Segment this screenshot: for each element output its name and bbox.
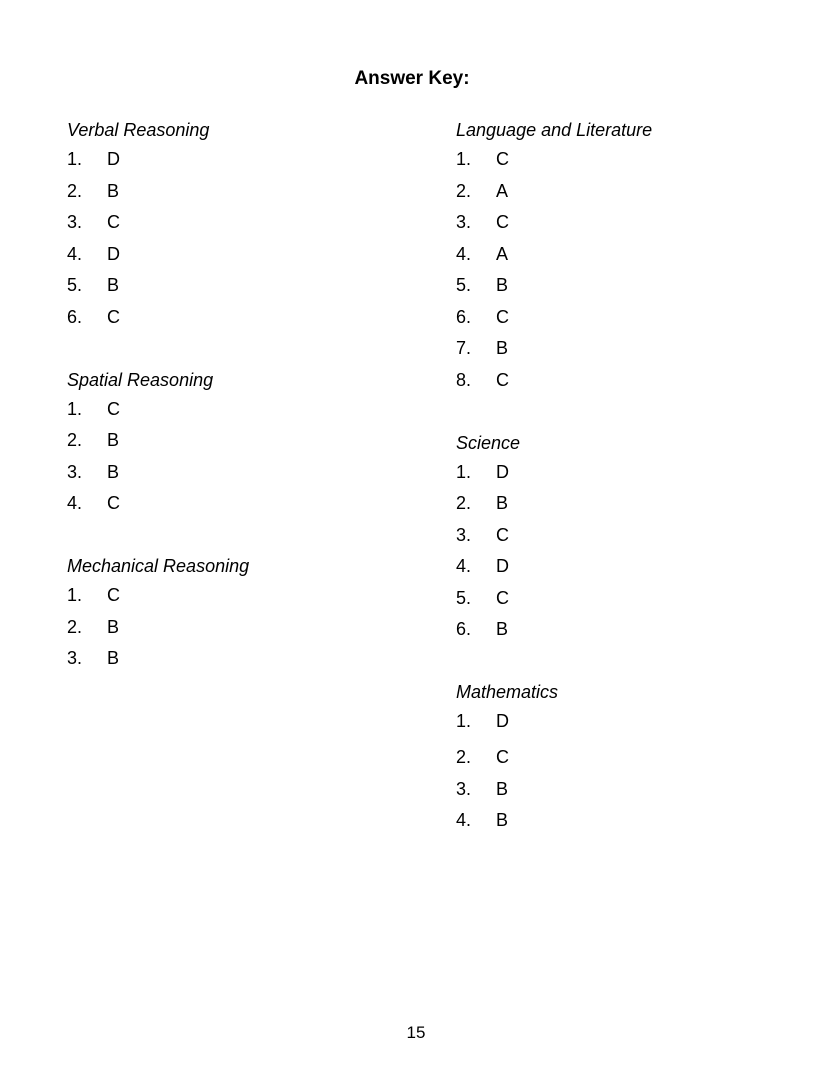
answer-row <box>456 208 652 240</box>
section-heading: Science <box>456 432 521 453</box>
answer-row <box>456 334 652 366</box>
question-number: 1. <box>67 149 83 169</box>
answer-row <box>67 303 249 335</box>
question-number: 1. <box>67 398 83 419</box>
answer-row <box>67 489 249 521</box>
answer-row <box>67 145 249 177</box>
question-number: 4. <box>456 810 472 830</box>
answer-letter: D <box>107 149 120 169</box>
answer-row <box>67 240 249 272</box>
question-number: 7. <box>456 338 472 358</box>
question-number: 3. <box>67 648 83 668</box>
answer-row <box>456 806 652 838</box>
section-science <box>456 429 652 647</box>
answer-row <box>67 271 249 303</box>
answer-letter: D <box>496 461 509 482</box>
question-number: 4. <box>456 243 472 264</box>
answer-letter: D <box>107 243 120 264</box>
question-number: 3. <box>67 461 83 482</box>
section-mathematics <box>456 678 652 838</box>
question-number: 2. <box>67 430 83 450</box>
answer-letter: B <box>107 648 120 668</box>
answer-row <box>67 177 249 209</box>
question-number: 5. <box>456 587 472 608</box>
left-column <box>67 116 249 676</box>
answer-row <box>456 707 652 743</box>
question-number: 3. <box>67 212 83 232</box>
answer-row <box>456 743 652 775</box>
section-spatial-reasoning <box>67 366 249 521</box>
section-heading: Language and Literature <box>456 120 653 140</box>
answer-letter: D <box>496 556 509 576</box>
question-number: 2. <box>456 747 472 767</box>
answer-row <box>67 426 249 458</box>
question-number: 6. <box>67 306 83 327</box>
question-number: 3. <box>456 524 472 545</box>
answer-row <box>67 581 249 613</box>
question-number: 2. <box>456 493 472 513</box>
question-number: 3. <box>456 212 472 232</box>
answer-letter: A <box>496 180 509 201</box>
question-number: 3. <box>456 778 472 799</box>
section-heading: Mathematics <box>456 682 559 702</box>
answer-row <box>456 489 652 521</box>
answer-letter: B <box>496 619 509 639</box>
answer-letter: B <box>107 461 120 482</box>
answer-letter: B <box>496 275 509 295</box>
answer-row <box>456 615 652 647</box>
page-number: 15 <box>406 1023 426 1042</box>
answer-row <box>456 240 652 272</box>
question-number: 2. <box>67 616 83 637</box>
answer-row <box>67 644 249 676</box>
section-spacer <box>67 334 249 366</box>
answer-letter: B <box>107 180 120 201</box>
answer-letter: C <box>496 212 509 232</box>
answer-letter: B <box>107 430 120 450</box>
question-number: 4. <box>67 243 83 264</box>
answer-letter: C <box>496 747 509 767</box>
question-number: 1. <box>456 711 472 731</box>
section-heading: Spatial Reasoning <box>67 369 214 390</box>
answer-row <box>67 613 249 645</box>
question-number: 2. <box>67 180 83 201</box>
answer-row <box>456 145 652 177</box>
answer-row <box>67 458 249 490</box>
section-language-and-literature <box>456 116 652 397</box>
answer-letter: A <box>496 243 509 264</box>
answer-row <box>67 208 249 240</box>
answer-letter: C <box>496 149 509 169</box>
answer-row <box>456 177 652 209</box>
answer-row <box>456 775 652 807</box>
answer-letter: B <box>107 616 120 637</box>
answer-letter: B <box>496 810 509 830</box>
question-number: 1. <box>67 585 83 605</box>
answer-letter: B <box>107 275 120 295</box>
section-spacer <box>456 647 652 679</box>
answer-row <box>456 271 652 303</box>
answer-letter: B <box>496 338 509 358</box>
answer-row <box>456 521 652 553</box>
question-number: 1. <box>456 149 472 169</box>
question-number: 2. <box>456 180 472 201</box>
question-number: 6. <box>456 306 472 327</box>
answer-letter: C <box>496 369 509 390</box>
question-number: 1. <box>456 461 472 482</box>
question-number: 5. <box>456 275 472 295</box>
answer-letter: B <box>496 778 509 799</box>
answer-letter: C <box>496 306 509 327</box>
answer-row <box>67 395 249 427</box>
question-number: 5. <box>67 275 83 295</box>
right-column <box>456 116 652 838</box>
section-spacer <box>456 397 652 429</box>
section-heading: Mechanical Reasoning <box>67 556 250 576</box>
question-number: 6. <box>456 619 472 639</box>
answer-letter: C <box>107 585 120 605</box>
answer-letter: C <box>496 524 509 545</box>
section-verbal-reasoning <box>67 116 249 334</box>
answer-row <box>456 584 652 616</box>
answer-letter: C <box>107 493 120 513</box>
answer-row <box>456 303 652 335</box>
question-number: 8. <box>456 369 472 390</box>
question-number: 4. <box>456 556 472 576</box>
answer-letter: C <box>496 587 509 608</box>
section-spacer <box>67 521 249 553</box>
answer-row <box>456 458 652 490</box>
answer-letter: D <box>496 711 509 731</box>
answer-letter: C <box>107 212 120 232</box>
answer-row <box>456 552 652 584</box>
page-title: Answer Key: <box>354 68 470 89</box>
question-number: 4. <box>67 493 83 513</box>
answer-letter: C <box>107 398 120 419</box>
answer-row <box>456 366 652 398</box>
section-heading: Verbal Reasoning <box>67 120 210 140</box>
answer-letter: C <box>107 306 120 327</box>
section-mechanical-reasoning <box>67 552 249 676</box>
answer-letter: B <box>496 493 509 513</box>
